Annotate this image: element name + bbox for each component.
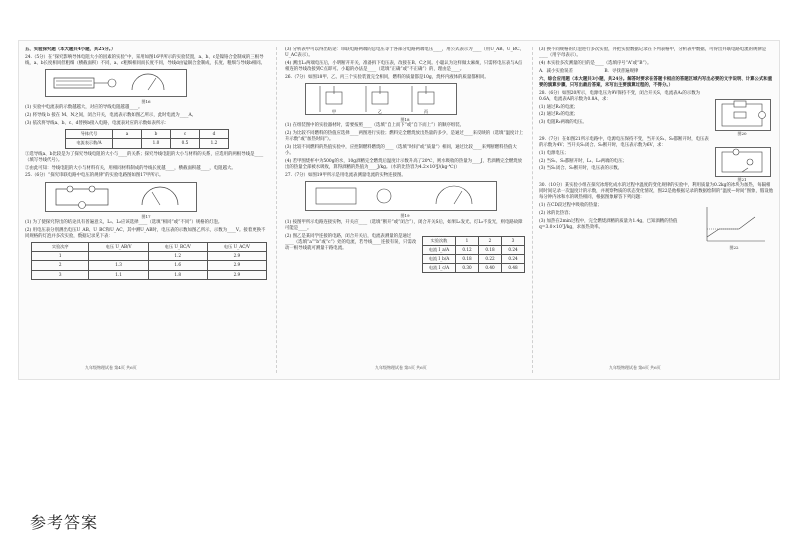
figure-20 [715,99,771,131]
figure-17-label: 图17 [141,213,151,219]
figure-21-label: 图21 [737,176,747,182]
table-cell: 1.1 [89,270,148,279]
question-27-intro: 27.（7分）如图19甲所示是用电流表测量电流的实物连接图。 [285,173,406,179]
table-header-row [32,243,267,252]
figure-20-drawing [716,100,770,130]
table-cell: 0.18 [456,255,479,264]
question-27-part-2: (2) 图乙是某同学连接的电路，闭合开关后，电流表测量的是通过____（选填“a”“b”或“c”）处的电流，若导线____连接有误，只需改动一根导线就可测量干路电流。 [285,233,417,252]
question-30-item: (1) 在CD段过程中吸收的热量； [539,203,602,209]
question-24-note-1: ①选导线a、b比较是为了探究导线电阻的大小与____的关系；探究导线电阻的大小与材料的关系，应选用的两根导线是____（填写导线代号）。 [25,151,264,163]
table-header-row [66,130,229,139]
question-28-item: (3) 电阻R₂两端的电压。 [539,120,587,126]
exam-column-2 [285,47,525,373]
option-a: A．减小实验误差 [539,68,573,74]
column-divider [276,47,277,373]
figure-18 [305,83,457,115]
question-27-options [539,69,773,75]
question-25-part-2: (2) 用电压表分别测出电压U_AB、U_BC和U_AC，其中测U_AB时，电压表的示数如图乙所示，示数为____V。接着更换不同规格的灯泡并多次实验，数据记录见下表： [25,227,266,239]
question-26-part-4: (4) 若甲图烧杯中为500g的水，10g酒精完全燃烧后温度计示数升高了20℃，则水吸收的热量为____J，若酒精完全燃烧放出的热量全部被水吸收，算得酒精的热值为____J/kg。（水的比热容为4.2×10³J/(kg·℃)） [285,159,523,171]
exam-sheet [18,40,780,380]
question-30-intro: 30.（10分）某实验小组在探究冰熔化成水的过程中温度的变化规律的实验中，利用质量为0.2kg的冰块为加热，每隔相同时间记录一次温度计的示数，并观察物质的状态变化情况，图22是他根据记录的数据绘制的“温度—时间”图象，假设他每分钟内冰和水的吸热相同，根据图象解答下列问题： [539,183,773,201]
table-header-cell: 实验次数 [423,236,456,245]
figure-16 [45,69,187,97]
table-cell [113,139,142,148]
table-cell [89,252,148,261]
table-row [32,252,267,261]
figure-19-label: 图19 [400,213,410,219]
figure-18-part-label: 乙 [378,109,382,115]
question-24-part-3: (3) 依次将导线a、b、c、d替换b接入电路，电流表对应的示数如表所示： [25,121,170,126]
table-voltage [31,242,267,280]
table-header-cell: 3 [502,236,525,245]
question-25-part-3: (3) 分析表中可以得出结论：串联电路两端的总电压等于各部分电路两端电压____，用公式表示为____（用U_AB、U_BC、U_AC表示）。 [285,47,524,59]
table-cell: 1.6 [148,261,207,270]
figure-18-drawing [306,84,456,114]
question-29-intro: 29.（7分）在如图21所示电路中，电源电压保持不变，当开关S₁、S₂都断开时，电压表的示数为4V；当开关S₁闭合、S₂断开时，电压表示数为6V，求： [539,136,709,148]
figure-17 [45,182,197,212]
figure-21-drawing [716,148,770,176]
table-cell: 0.48 [502,264,525,273]
section-title: 五、实验探究题（本大题共4小题，共25分。） [25,47,116,52]
table-cell: 0.40 [479,264,502,273]
question-29-item: (3) 当S₁闭合、S₂断开时，电压表的示数。 [539,166,623,172]
question-24-part-1: (1) 实验中电流表的示数越越大，对应的导线电阻越越____。 [25,105,143,111]
question-30-item: (2) 冰的比热容； [539,211,573,216]
question-27-part-4: (4) 本实验多次测量的目的是____（选填序号“A”或“B”）。 [539,61,652,66]
column-divider [532,47,533,373]
figure-18-part-label: 丙 [424,109,428,115]
table-conductor-current [65,129,229,148]
question-25-part-4: (4) 测出L₁两端电压后，小明断开开关，准备拆下电压表，改接在B、C之间。小聪认为这样做太麻烦，只需将电压表与A点相连的导线改接到C点即可。小聪的办法是____（选填“正确”或“不正确”）的，理由是____。 [285,61,523,73]
question-25-part-1: (1) 为了使探究得出的结论具有普遍意义，L₁、L₂应该选择____（选填“相同”或“不同”）规格的灯泡。 [25,219,223,225]
table-cell: 0.12 [456,245,479,254]
table-cell: 1.8 [148,270,207,279]
question-28-item: (2) 通过R₂的电流； [539,112,579,118]
question-26-part-3: (3) 比较不同燃料的热值实验中，应控制燃料燃烧的____（选填“时间”或“质量”）相同，通过比较____来判断燃料热值大小。 [285,145,517,157]
table-cell: 电流 I_a/A [423,245,456,254]
table-cell: 1.3 [89,261,148,270]
section-title: 六、综合应用题（本大题共3小题，共24分。解答时要求在答题卡相应的答题区域内写出必要的文字说明、计算公式和重要的演算步骤，只写出最后答案，未写出主要演算过程的，不得分。） [539,76,773,88]
table-header-cell: 电压 U_BC/V [148,243,207,252]
figure-22-graph [699,205,769,245]
figure-20-label: 图20 [737,130,747,136]
option-b: B．寻找普遍规律 [604,68,639,74]
table-cell: 2.9 [207,270,266,279]
figure-18-label: 图18 [400,117,410,123]
question-26-part-1: (1) 在组装图中的实验器材时，需要按照____（选填“自上而下”或“自下而上”）的顺序组装。 [285,123,465,129]
question-26-intro: 26.（7分）如图18甲、乙、丙三个实验装置完全相同，燃料的质量都是10g，烧杯内液体的质量都相同。 [285,75,489,80]
exam-column-3 [539,47,773,373]
table-header-cell: c [171,130,200,139]
table-cell: 0.30 [456,264,479,273]
page-footer: 九年级物理试卷 第6页 共6页 [609,364,661,370]
question-27-part-1: (1) 按图甲所示电路连接实物，开关应____（选填“断开”或“闭合”），闭合开关S后，如果L₁发光、灯L₂不发光，则电路故障可能是____。 [285,219,523,231]
figure-16-label: 图16 [141,99,151,105]
question-24-note-2: ②由此可知：导线电阻的大小与材料有关，用相同材料制成的导线长度越____，横截面积越____，电阻越大。 [25,165,236,171]
table-header-row [423,236,525,245]
table-header-cell: 实验次序 [32,243,89,252]
page-footer: 九年级物理试卷 第5页 共6页 [375,364,427,370]
table-cell: 1.2 [200,139,229,148]
table-cell: 2.9 [207,261,266,270]
question-29-item: (2) 当S₁、S₂都断开时，L₁、L₂两端的电压； [539,158,627,164]
question-29-item: (1) 电源电压； [539,150,569,156]
figure-22-label: 图22 [729,245,739,251]
table-row [423,255,525,264]
table-row-label: 电流表示数/A [66,139,113,148]
table-header-cell: 2 [479,236,502,245]
table-header-cell: 电压 U_AC/V [207,243,266,252]
question-24-part-2: (2) 将导线 b 接在 M、N之间，闭合开关，电流表示数如图乙所示，此时电流为____A。 [25,113,197,119]
table-cell: 电流 I_b/A [423,255,456,264]
figure-21 [715,147,771,177]
table-cell: 0.5 [171,139,200,148]
table-header-cell: 电压 U_AB/V [89,243,148,252]
table-cell: 2.9 [207,252,266,261]
table-cell: 电流 I_c/A [423,264,456,273]
table-cell: 1.0 [142,139,171,148]
question-28-intro: 28.（6分）如图20所示，电源电压为9V保持不变，闭合开关S，电流表A₁的示数为0.6A，电流表A的示数为0.8A，求： [539,90,700,102]
question-28-item: (1) 通过R₁的电流； [539,104,579,110]
question-25-intro: 25.（6分）“探究串联电路中电压的规律”的实验电路图如图17甲所示。 [25,173,164,179]
question-24-intro: 24.（5分）在“探究影响导体电阻大小的因素的实验”中，采用如图16甲所示的实验装置，a、b、c是镍铬合金制成的三根导线，a、b长度相同但粗细（横截面积）不同，a、c粗细相同而长度不同，导线d由锰铜合金制成，长度、粗细与导线b相同。 [25,54,266,66]
table-header-cell: 1 [456,236,479,245]
table-cell: 3 [32,270,89,279]
table-cell: 0.24 [502,245,525,254]
table-cell: 0.24 [502,255,525,264]
table-row [423,245,525,254]
figure-22 [699,205,769,245]
table-row [66,139,229,148]
question-30-item: (3) 加热在2min过程中，完全燃烧酒精的质量为1.4g，已知酒精的热值q=3.0×10⁷J/kg，求加热效率。 [539,218,678,230]
figure-16-drawing [46,70,186,96]
table-cell: 0.18 [479,245,502,254]
page-footer: 九年级物理试卷 第4页 共6页 [85,364,137,370]
table-cell: 1 [32,252,89,261]
table-header-cell: a [113,130,142,139]
table-cell: 1.2 [148,252,207,261]
table-row [32,270,267,279]
figure-17-drawing [46,183,196,211]
table-current [422,236,525,274]
figure-19 [305,181,497,211]
question-26-part-2: (2) 为比较不同燃料的热值应选择____两图进行实验；燃料完全燃烧放出热量的多少，是通过____来反映的（选填“温度计上升示数”或“加热时间”）。 [285,131,524,143]
figure-18-part-label: 甲 [332,109,336,115]
exam-column-1 [25,47,267,373]
table-cell: 0.22 [479,255,502,264]
table-row [423,264,525,273]
table-cell: 2 [32,261,89,270]
table-row [32,261,267,270]
question-27-part-3: (3) 换不同规格的灯泡进行多次实验，并把实验数据记录在下列表格中，分析表中数据，可得出并联电路电流的规律是____（用字母表示）。 [539,47,767,59]
table-header-cell: b [142,130,171,139]
answer-heading: 参考答案 [30,513,99,532]
table-header-cell: 导体代号 [66,130,113,139]
figure-19-drawing [306,182,496,210]
table-header-cell: d [200,130,229,139]
